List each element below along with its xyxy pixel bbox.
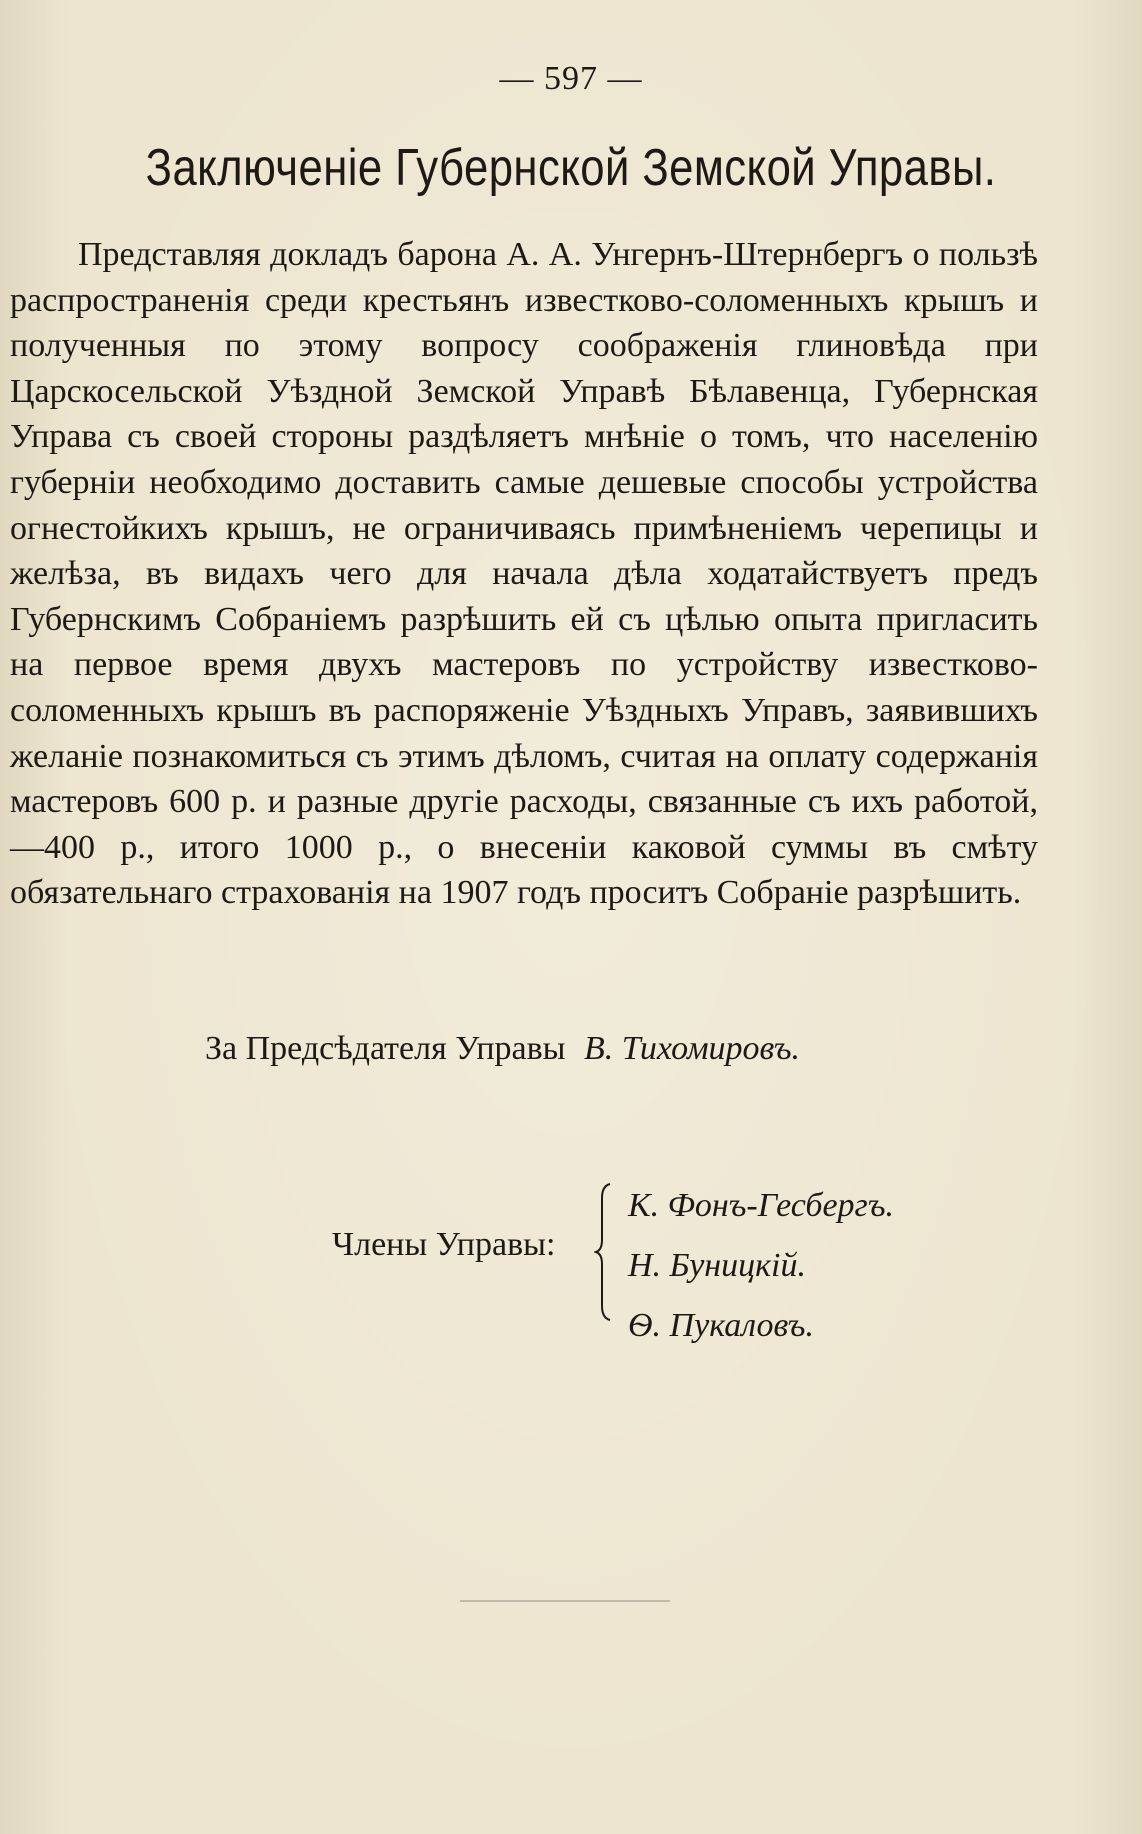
printer-mark: [460, 1600, 670, 1602]
members-label: Члены Управы:: [332, 1226, 556, 1263]
document-title: Заключенiе Губернской Земской Управы.: [145, 139, 997, 197]
member-name: К. Фонъ-Гесбергъ.: [628, 1187, 894, 1224]
chairman-label: За Предсѣдателя Управы: [205, 1030, 566, 1067]
page-number: — 597 —: [499, 60, 643, 97]
member-name: Н. Буницкiй.: [628, 1247, 807, 1284]
chairman-name: В. Тихомировъ.: [584, 1030, 800, 1067]
member-name: Ѳ. Пукаловъ.: [628, 1307, 814, 1344]
members-brace: [594, 1182, 614, 1322]
chairman-signature: [205, 1030, 800, 1068]
members-list: [628, 1176, 894, 1356]
body-paragraph: Представляя докладъ барона А. А. Унгернъ-Штернбергъ о пользѣ распространенiя среди крестьянъ известково-соломенныхъ крышъ и полученныя по этому вопросу соображенiя глиновѣда при Царскосельской Уѣздной Земской Управѣ Бѣлавенца, Губернская Управа съ своей стороны раздѣляетъ мнѣнiе о томъ, что населенiю губернiи необходимо доставить самые дешевые способы устройства огнестойкихъ крышъ, не ограничиваясь примѣненiемъ черепицы и желѣза, въ видахъ чего для начала дѣла ходатайствуетъ предъ Губернскимъ Собранiемъ разрѣшить ей съ цѣлью опыта пригласить на первое время двухъ мастеровъ по устройству известково-соломенныхъ крышъ въ распоряженiе Уѣздныхъ Управъ, заявившихъ желанiе познакомиться съ этимъ дѣломъ, считая на оплату содержанiя мастеровъ 600 р. и разные другiе расходы, связанные съ ихъ работой,—400 р., итого 1000 р., о внесенiи каковой суммы въ смѣту обязательнаго страхованiя на 1907 годъ проситъ Собранiе разрѣшить.: [10, 236, 1038, 912]
